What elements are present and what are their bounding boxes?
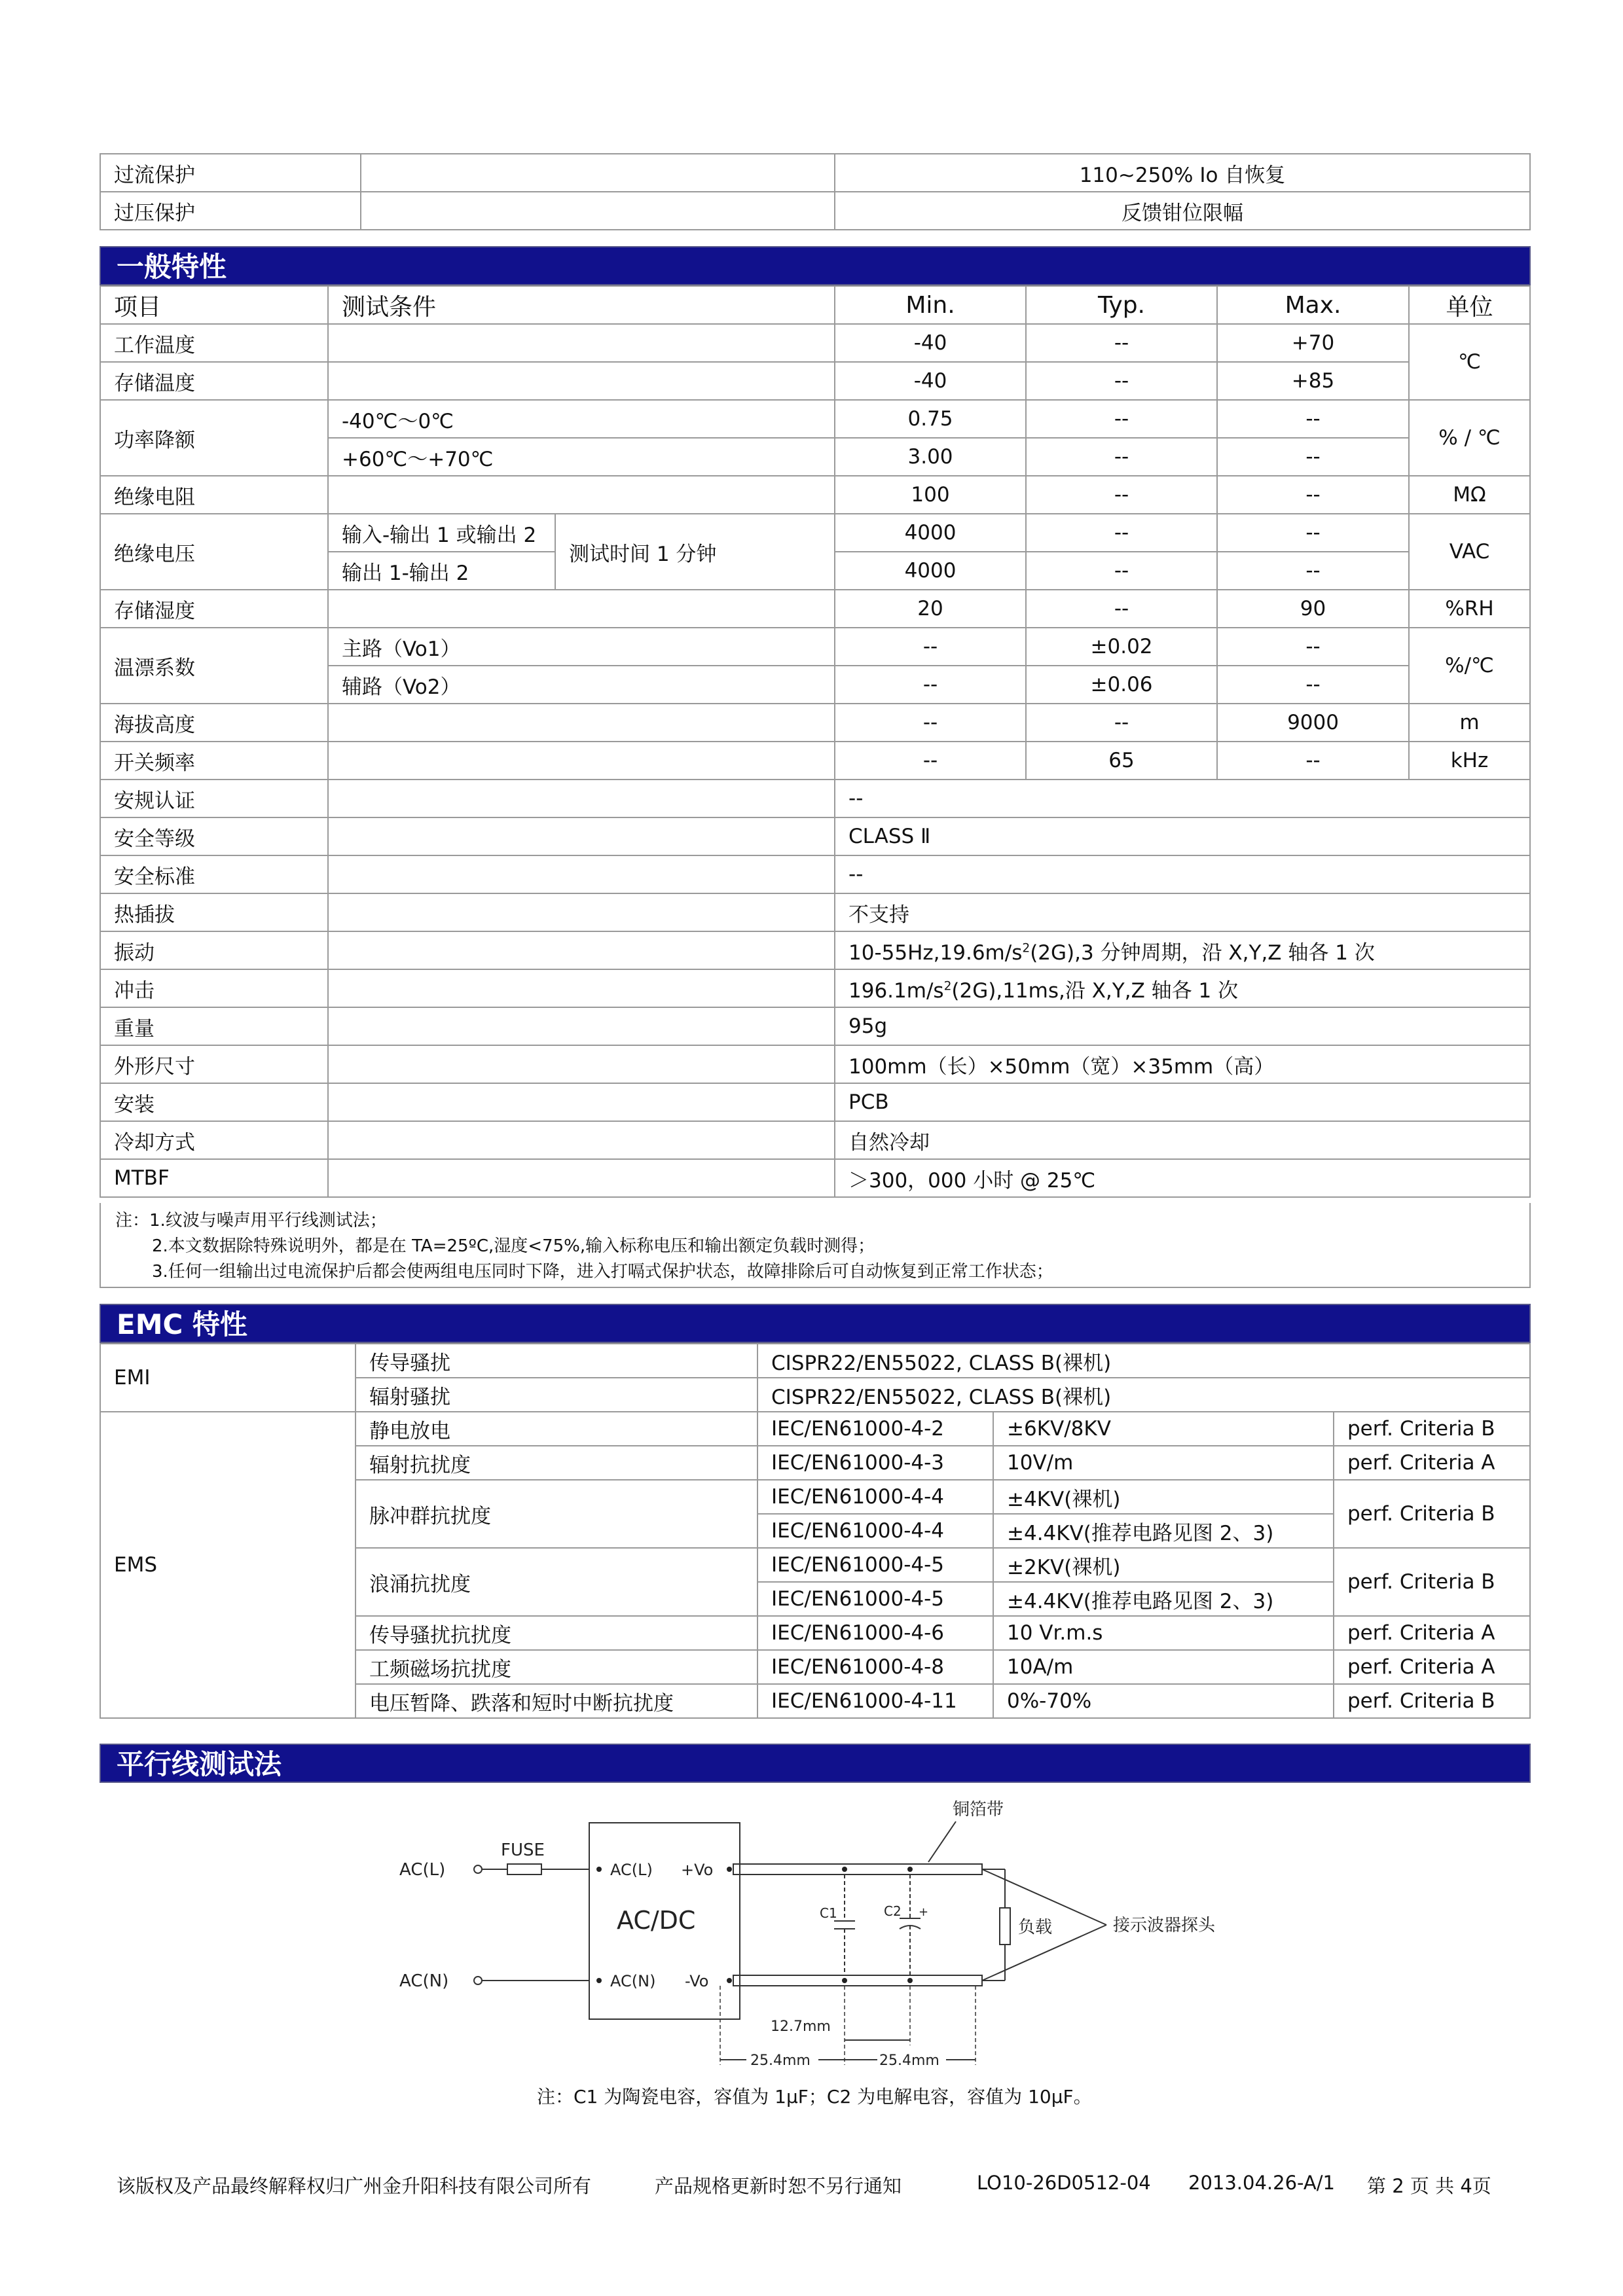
row-label: 重量: [100, 1007, 328, 1045]
header-condition: 测试条件: [328, 286, 835, 324]
table-row: [100, 1344, 1530, 1378]
header-max: Max.: [1217, 286, 1409, 324]
cell-criteria: perf. Criteria B: [1334, 1548, 1530, 1616]
cell-typ: 65: [1026, 742, 1217, 780]
table-row: [100, 931, 1530, 969]
cell-value: 不支持: [835, 893, 1530, 931]
c2-label: C2: [884, 1903, 902, 1919]
cell-test: 传导骚扰: [356, 1344, 757, 1378]
cell-level: ±4KV(裸机): [993, 1480, 1334, 1514]
overcurrent-label: 过流保护: [100, 154, 361, 192]
fuse-icon: [507, 1864, 541, 1874]
cell-max: --: [1217, 514, 1409, 552]
cell-unit: kHz: [1409, 742, 1530, 780]
cell-typ: ±0.06: [1026, 666, 1217, 704]
cell-value: $10-55Hz,19.6m/s^2(2G),3$ 分钟周期，沿 X,Y,Z 轴各 1 次: [835, 931, 1530, 969]
table-row: [100, 1083, 1530, 1121]
cell-min: -40: [835, 324, 1026, 362]
footer-doc-number: LO10-26D0512-04: [977, 2172, 1151, 2194]
cell-min: 3.00: [835, 438, 1026, 476]
acl-terminal-icon: [474, 1865, 482, 1873]
table-row: [100, 1121, 1530, 1159]
cell-level: 10V/m: [993, 1446, 1334, 1480]
note-line: 2.本文数据除特殊说明外，都是在 TA=25ºC,湿度<75%,输入标称电压和输出额定负载时测得；: [152, 1236, 875, 1256]
cell-unit: %RH: [1409, 590, 1530, 628]
cell-standard: IEC/EN61000-4-3: [757, 1446, 993, 1480]
ems-label: EMS: [100, 1412, 356, 1718]
cell-standard: IEC/EN61000-4-4: [757, 1514, 993, 1548]
cell-test: 脉冲群抗扰度: [356, 1480, 757, 1548]
cell-min: --: [835, 666, 1026, 704]
row-label: 存储温度: [100, 362, 328, 400]
fuse-label: FUSE: [501, 1840, 545, 1860]
table-row: [100, 362, 1530, 400]
dim-12mm-label: 12.7mm: [771, 2018, 831, 2035]
cell-test: 辐射骚扰: [356, 1378, 757, 1412]
row-label: 绝缘电阻: [100, 476, 328, 514]
cell-max: --: [1217, 666, 1409, 704]
pin-acl-label: AC(L): [610, 1861, 653, 1879]
cell-max: --: [1217, 476, 1409, 514]
row-label: 工作温度: [100, 324, 328, 362]
cell-condition: 输出 1-输出 2: [328, 552, 555, 590]
note-line: 注：1.纹波与噪声用平行线测试法；: [115, 1211, 387, 1230]
row-label: 安全标准: [100, 855, 328, 893]
table-row: [100, 780, 1530, 817]
row-label: 外形尺寸: [100, 1045, 328, 1083]
cell-min: 100: [835, 476, 1026, 514]
cell-min: 0.75: [835, 400, 1026, 438]
cell-criteria: perf. Criteria B: [1334, 1684, 1530, 1718]
cell-standard: IEC/EN61000-4-11: [757, 1684, 993, 1718]
row-label: 海拔高度: [100, 704, 328, 742]
svg-text:+: +: [919, 1905, 929, 1919]
copper-strip-positive: [733, 1864, 982, 1874]
cell-min: -40: [835, 362, 1026, 400]
cell-condition: -40℃～0℃: [328, 400, 835, 438]
cell-value: --: [835, 855, 1530, 893]
cell-value: PCB: [835, 1083, 1530, 1121]
acn-terminal-icon: [474, 1977, 482, 1984]
cell-test: 辐射抗扰度: [356, 1446, 757, 1480]
cell-criteria: perf. Criteria A: [1334, 1650, 1530, 1684]
cell-standard: IEC/EN61000-4-2: [757, 1412, 993, 1446]
cell-standard: IEC/EN61000-4-4: [757, 1480, 993, 1514]
table-row: [100, 704, 1530, 742]
cell-level: 10 Vr.m.s: [993, 1616, 1334, 1650]
table-row: [100, 855, 1530, 893]
table-row: [100, 1412, 1530, 1446]
copper-strip-negative: [733, 1975, 982, 1986]
cell-level: 10A/m: [993, 1650, 1334, 1684]
cell-criteria: perf. Criteria A: [1334, 1446, 1530, 1480]
diagram-note: 注：C1 为陶瓷电容，容值为 1μF；C2 为电解电容，容值为 10μF。: [537, 2086, 1092, 2108]
load-label: 负载: [1018, 1918, 1053, 1937]
cell-standard: IEC/EN61000-4-5: [757, 1582, 993, 1616]
section-emc-title: EMC 特性: [100, 1304, 1531, 1343]
cell-test: 工频磁场抗扰度: [356, 1650, 757, 1684]
cell-test: 电压暂降、跌落和短时中断抗扰度: [356, 1684, 757, 1718]
row-label: 温漂系数: [100, 628, 328, 704]
cell-min: 4000: [835, 514, 1026, 552]
cell-value: 95g: [835, 1007, 1530, 1045]
general-table: [100, 285, 1531, 1198]
cell-value: 自然冷却: [835, 1121, 1530, 1159]
cell-min: --: [835, 628, 1026, 666]
row-label: 振动: [100, 931, 328, 969]
cell-standard: IEC/EN61000-4-6: [757, 1616, 993, 1650]
cell-max: --: [1217, 742, 1409, 780]
row-label: MTBF: [100, 1159, 328, 1197]
cell-max: --: [1217, 552, 1409, 590]
cell-value: $196.1m/s^2(2G),11ms$,沿 X,Y,Z 轴各 1 次: [835, 969, 1530, 1007]
table-row: [100, 400, 1530, 438]
dim-25mm-right-label: 25.4mm: [879, 2053, 939, 2069]
row-label: 功率降额: [100, 400, 328, 476]
cell-level: ±4.4KV(推荐电路见图 2、3): [993, 1514, 1334, 1548]
overvoltage-label: 过压保护: [100, 192, 361, 230]
cell-condition: 主路（Vo1）: [328, 628, 835, 666]
cell-criteria: perf. Criteria A: [1334, 1616, 1530, 1650]
row-label: 存储湿度: [100, 590, 328, 628]
cell-value: --: [835, 780, 1530, 817]
table-row: [100, 1159, 1530, 1197]
cell-max: --: [1217, 438, 1409, 476]
vo-minus-label: -Vo: [685, 1972, 709, 1990]
acl-terminal-label: AC(L): [399, 1860, 446, 1880]
cell-test: 传导骚扰抗扰度: [356, 1616, 757, 1650]
module-label: AC/DC: [617, 1906, 696, 1935]
row-label: 安全等级: [100, 817, 328, 855]
header-item: 项目: [100, 286, 328, 324]
footer-version: 2013.04.26-A/1: [1188, 2172, 1335, 2194]
cell-unit: m: [1409, 704, 1530, 742]
cell-typ: --: [1026, 590, 1217, 628]
row-label: 热插拔: [100, 893, 328, 931]
probe-label: 接示波器探头: [1113, 1916, 1216, 1935]
cell-level: ±4.4KV(推荐电路见图 2、3): [993, 1582, 1334, 1616]
cell-typ: --: [1026, 514, 1217, 552]
acn-terminal-label: AC(N): [399, 1971, 449, 1991]
cell-max: +85: [1217, 362, 1409, 400]
test-circuit-diagram: [367, 1790, 1336, 2098]
table-row: [100, 969, 1530, 1007]
row-label: 开关频率: [100, 742, 328, 780]
cell-min: 20: [835, 590, 1026, 628]
cell-max: --: [1217, 400, 1409, 438]
pin-acn-label: AC(N): [610, 1972, 656, 1990]
cell-unit: % / ℃: [1409, 400, 1530, 476]
cell-min: --: [835, 742, 1026, 780]
cell-typ: --: [1026, 400, 1217, 438]
cell-test: 静电放电: [356, 1412, 757, 1446]
table-row: [100, 1045, 1530, 1083]
c1-label: C1: [820, 1905, 837, 1921]
note-line: 3.任何一组输出过电流保护后都会使两组电压同时下降，进入打嗝式保护状态，故障排除后可自动恢复到正常工作状态；: [152, 1262, 1053, 1282]
cell-value: CLASS Ⅱ: [835, 817, 1530, 855]
footer-notice: 产品规格更新时恕不另行通知: [655, 2175, 902, 2197]
cell-test: 浪涌抗扰度: [356, 1548, 757, 1616]
table-row: [100, 514, 1530, 552]
cell-level: ±6KV/8KV: [993, 1412, 1334, 1446]
cell-unit: VAC: [1409, 514, 1530, 590]
header-min: Min.: [835, 286, 1026, 324]
footer-page: 第 2 页 共 4页: [1367, 2175, 1491, 2197]
cell-condition: 输入-输出 1 或输出 2: [328, 514, 555, 552]
cell-max: 9000: [1217, 704, 1409, 742]
row-label: 安装: [100, 1083, 328, 1121]
section-general-title: 一般特性: [100, 246, 1531, 285]
cell-unit: MΩ: [1409, 476, 1530, 514]
table-row: [100, 628, 1530, 666]
row-label: 绝缘电压: [100, 514, 328, 590]
vo-plus-label: +Vo: [681, 1861, 714, 1879]
table-row: [100, 590, 1530, 628]
cell-max: --: [1217, 628, 1409, 666]
table-row: [100, 1007, 1530, 1045]
table-row: [100, 324, 1530, 362]
cell-max: 90: [1217, 590, 1409, 628]
overvoltage-value: 反馈钳位限幅: [835, 192, 1530, 230]
cell-unit: %/℃: [1409, 628, 1530, 704]
table-row: [100, 817, 1530, 855]
table-row: [100, 893, 1530, 931]
header-unit: 单位: [1409, 286, 1530, 324]
cell-typ: --: [1026, 362, 1217, 400]
cell-typ: --: [1026, 704, 1217, 742]
overcurrent-value: 110~250% Io 自恢复: [835, 154, 1530, 192]
cell-max: +70: [1217, 324, 1409, 362]
emi-label: EMI: [100, 1344, 356, 1412]
cell-typ: --: [1026, 438, 1217, 476]
cell-standard: IEC/EN61000-4-8: [757, 1650, 993, 1684]
cell-criteria: perf. Criteria B: [1334, 1480, 1530, 1548]
protection-table: [100, 153, 1531, 230]
row-label: 安规认证: [100, 780, 328, 817]
cell-min: --: [835, 704, 1026, 742]
load-resistor-icon: [1000, 1908, 1010, 1945]
cell-typ: --: [1026, 476, 1217, 514]
cell-condition-time: 测试时间 1 分钟: [555, 514, 835, 590]
cell-condition: 辅路（Vo2）: [328, 666, 835, 704]
cell-typ: --: [1026, 324, 1217, 362]
dim-25mm-left-label: 25.4mm: [750, 2053, 811, 2069]
footer-copyright: 该版权及产品最终解释权归广州金升阳科技有限公司所有: [117, 2175, 592, 2197]
cell-min: 4000: [835, 552, 1026, 590]
cell-standard: CISPR22/EN55022, CLASS B(裸机): [757, 1344, 1530, 1378]
row-label: 冲击: [100, 969, 328, 1007]
cell-criteria: perf. Criteria B: [1334, 1412, 1530, 1446]
copper-strip-label: 铜箔带: [953, 1800, 1004, 1820]
section-parallel-title: 平行线测试法: [100, 1744, 1531, 1783]
table-row: [100, 742, 1530, 780]
cell-standard: IEC/EN61000-4-5: [757, 1548, 993, 1582]
header-typ: Typ.: [1026, 286, 1217, 324]
emc-table: [100, 1343, 1531, 1719]
row-label: 冷却方式: [100, 1121, 328, 1159]
cell-typ: ±0.02: [1026, 628, 1217, 666]
cell-level: 0%-70%: [993, 1684, 1334, 1718]
cell-value: 100mm（长）×50mm（宽）×35mm（高）: [835, 1045, 1530, 1083]
cell-unit: ℃: [1409, 324, 1530, 400]
cell-value: ＞300，000 小时 @ 25℃: [835, 1159, 1530, 1197]
table-row: [100, 476, 1530, 514]
cell-condition: +60℃～+70℃: [328, 438, 835, 476]
cell-level: ±2KV(裸机): [993, 1548, 1334, 1582]
cell-standard: CISPR22/EN55022, CLASS B(裸机): [757, 1378, 1530, 1412]
general-notes: [100, 1203, 1531, 1288]
cell-typ: --: [1026, 552, 1217, 590]
